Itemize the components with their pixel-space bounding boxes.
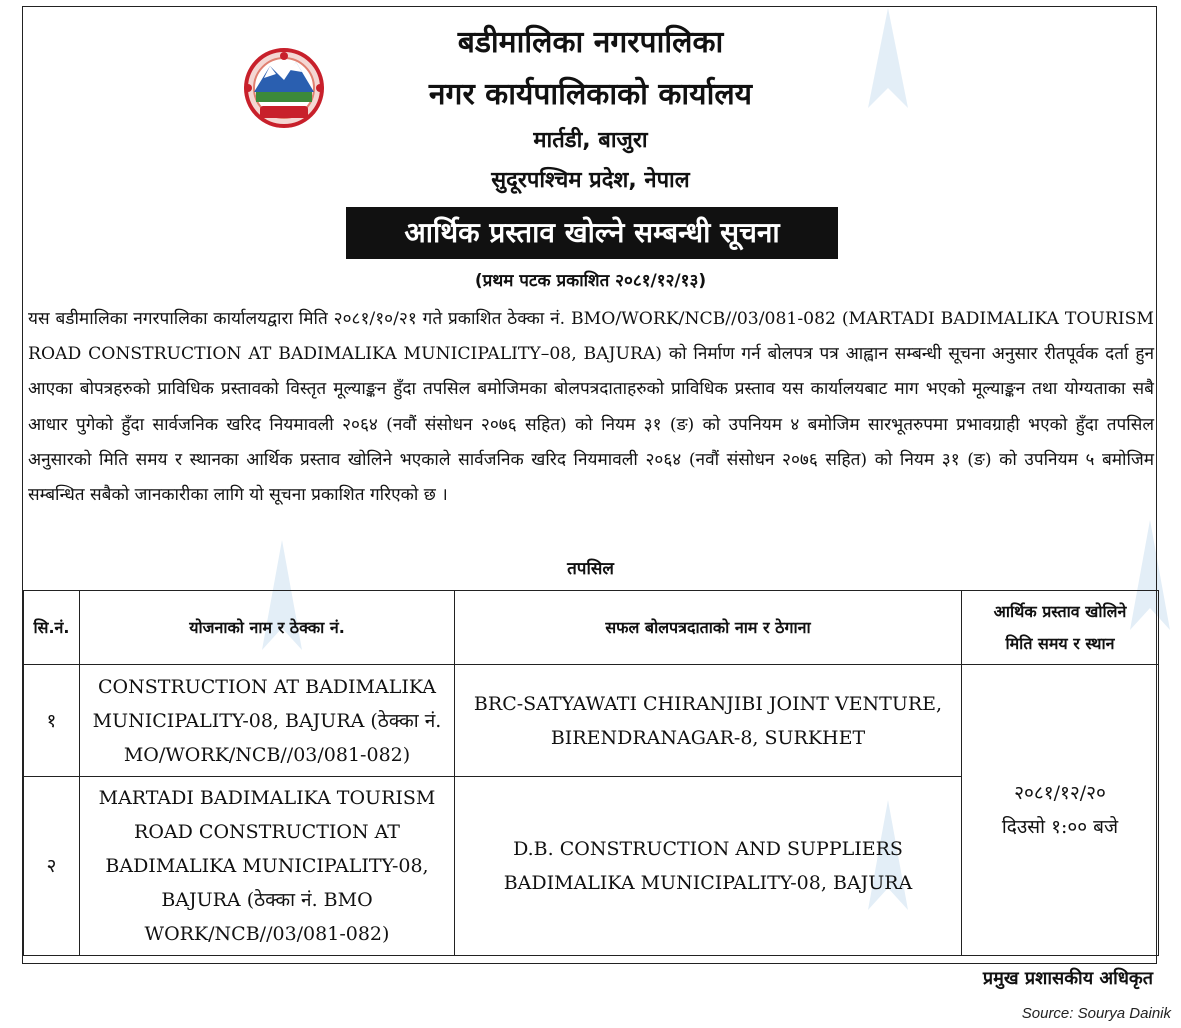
header-serial-number: सि.नं. [24, 591, 80, 665]
opening-date-time [962, 665, 1159, 956]
opening-date: २०८१/१२/२० [1014, 782, 1106, 804]
opening-time: दिउसो १:०० बजे [1001, 816, 1119, 838]
table-header-row [24, 591, 1159, 665]
signatory-title: प्रमुख प्रशासकीय अधिकृत [982, 968, 1153, 989]
header-bidder: सफल बोलपत्रदाताको नाम र ठेगाना [455, 591, 962, 665]
publication-date: (प्रथम पटक प्रकाशित २०८१/१२/१३) [474, 271, 707, 291]
office-name: नगर कार्यपालिकाको कार्यालय [428, 77, 753, 112]
row-project: CONSTRUCTION AT BADIMALIKA MUNICIPALITY-08, BAJURA (ठेक्का नं. MO/WORK/NCB//03/081-082) [80, 665, 455, 777]
notice-body: यस बडीमालिका नगरपालिका कार्यालयद्वारा मिति २०८१/१०/२१ गते प्रकाशित ठेक्का नं. BMO/WORK/NCB//03/081-082 (MARTADI BADIMALIKA TOURISM ROAD CONSTRUCTION AT BADIMALIKA MUNICIPALITY–08, BAJURA) को निर्माण गर्न बोलपत्र पत्र आह्वान सम्बन्धी सूचना अनुसार रीतपूर्वक दर्ता हुन आएका बोपत्रहरुको प्राविधिक प्रस्तावको विस्तृत मूल्याङ्कन हुँदा तपसिल बमोजिमका बोलपत्रदाताहरुको प्राविधिक प्रस्ताव यस कार्यालयबाट माग भएको मूल्याङ्कन तथा योग्यताका सबै आधार पुगेको हुँदा सार्वजनिक खरिद नियमावली २०६४ (नवौं संसोधन २०७६ सहित) को नियम ३१ (ङ) को उपनियम ४ बमोजिम सारभूतरुपमा प्रभावग्राही भएको हुँदा तपसिल अनुसारको मिति समय र स्थानका आर्थिक प्रस्ताव खोलिने भएकाले सार्वजनिक खरिद नियमावली २०६४ (नवौं संसोधन २०७६ सहित) को नियम ३१ (ङ) को उपनियम ५ बमोजिम सम्बन्धित सबैको जानकारीका लागि यो सूचना प्रकाशित गरिएको छ । [28, 309, 1154, 506]
header-opening-line1: आर्थिक प्रस्ताव खोलिने [993, 601, 1127, 621]
schedule-heading: तपसिल [567, 559, 614, 579]
table-row [24, 665, 1159, 777]
row-bidder: D.B. CONSTRUCTION AND SUPPLIERS BADIMALIKA MUNICIPALITY-08, BAJURA [455, 777, 962, 956]
bid-schedule-table [23, 590, 1159, 956]
source-credit: Source: Sourya Dainik [1021, 1005, 1171, 1022]
notice-title: आर्थिक प्रस्ताव खोल्ने सम्बन्धी सूचना [346, 207, 838, 259]
row-serial-number: १ [24, 665, 80, 777]
row-project: MARTADI BADIMALIKA TOURISM ROAD CONSTRUCTION AT BADIMALIKA MUNICIPALITY-08, BAJURA (ठेक्का नं. BMO WORK/NCB//03/081-082) [80, 777, 455, 956]
header-opening [962, 591, 1159, 665]
row-serial-number: २ [24, 777, 80, 956]
header-opening-line2: मिति समय र स्थान [1005, 633, 1115, 653]
header-project: योजनाको नाम र ठेक्का नं. [80, 591, 455, 665]
province-name: सुदूरपश्चिम प्रदेश, नेपाल [491, 168, 690, 193]
office-location: मार्तडी, बाजुरा [533, 128, 648, 153]
municipality-name: बडीमालिका नगरपालिका [457, 25, 724, 60]
row-bidder: BRC-SATYAWATI CHIRANJIBI JOINT VENTURE, BIRENDRANAGAR-8, SURKHET [455, 665, 962, 777]
